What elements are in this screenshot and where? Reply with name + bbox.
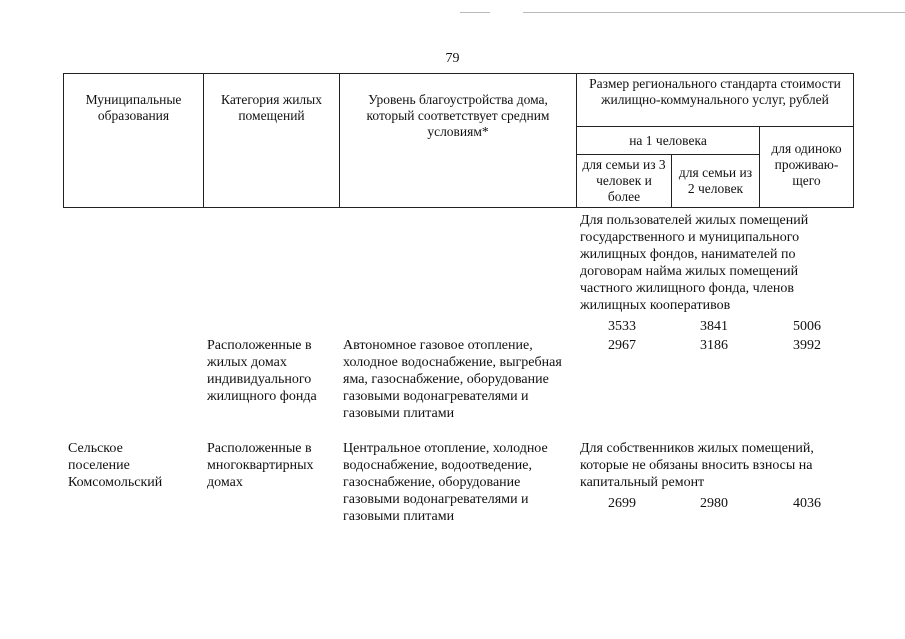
header-improvement-level: Уровень благоустройства дома, который соответствует средним условиям* [340,74,577,208]
row-category: Расположенные в многоквартирных домах [207,441,314,490]
section-note: Для пользователей жилых помещений государственного и муниципального жилищных фондов, нанимателей по договорам найма жилых помещений частного жилищного фонда, членов жилищных кооперативов [580,213,809,313]
header-family-2: для семьи из 2 человек [672,155,760,208]
value-family-2: 3186 [700,338,728,353]
header-per-person: на 1 человека [577,127,760,155]
value-single: 3992 [793,338,821,353]
section-note: Для собственников жилых помещений, которые не обязаны вносить взносы на капитальный ремонт [580,441,814,490]
value-family-3-plus: 3533 [608,319,636,334]
header-municipality: Муниципальные образования [64,74,204,208]
value-family-3-plus: 2699 [608,496,636,511]
table-header [63,73,854,208]
value-family-2: 3841 [700,319,728,334]
header-single-resident: для одиноко проживаю-щего [760,127,854,208]
row-category: Расположенные в жилых домах индивидуального жилищного фонда [207,338,317,404]
row-improvement: Автономное газовое отопление, холодное водоснабжение, выгребная яма, газоснабжение, оборудование газовыми водонагревателями и газовыми плитами [343,338,562,421]
scan-artifact-line [460,12,490,13]
header-family-3-plus: для семьи из 3 человек и более [577,155,672,208]
row-improvement: Центральное отопление, холодное водоснабжение, водоотведение, газоснабжение, оборудование газовыми водонагревателями и газовыми плитами [343,441,548,524]
value-single: 4036 [793,496,821,511]
value-family-2: 2980 [700,496,728,511]
header-standard-size: Размер регионального стандарта стоимости жилищно-коммунального услуг, рублей [577,74,854,127]
header-category: Категория жилых помещений [204,74,340,208]
page-number: 79 [445,51,460,66]
row-municipality: Сельское поселение Комсомольский [68,441,163,490]
value-single: 5006 [793,319,821,334]
scan-artifact-line [523,12,905,13]
value-family-3-plus: 2967 [608,338,636,353]
